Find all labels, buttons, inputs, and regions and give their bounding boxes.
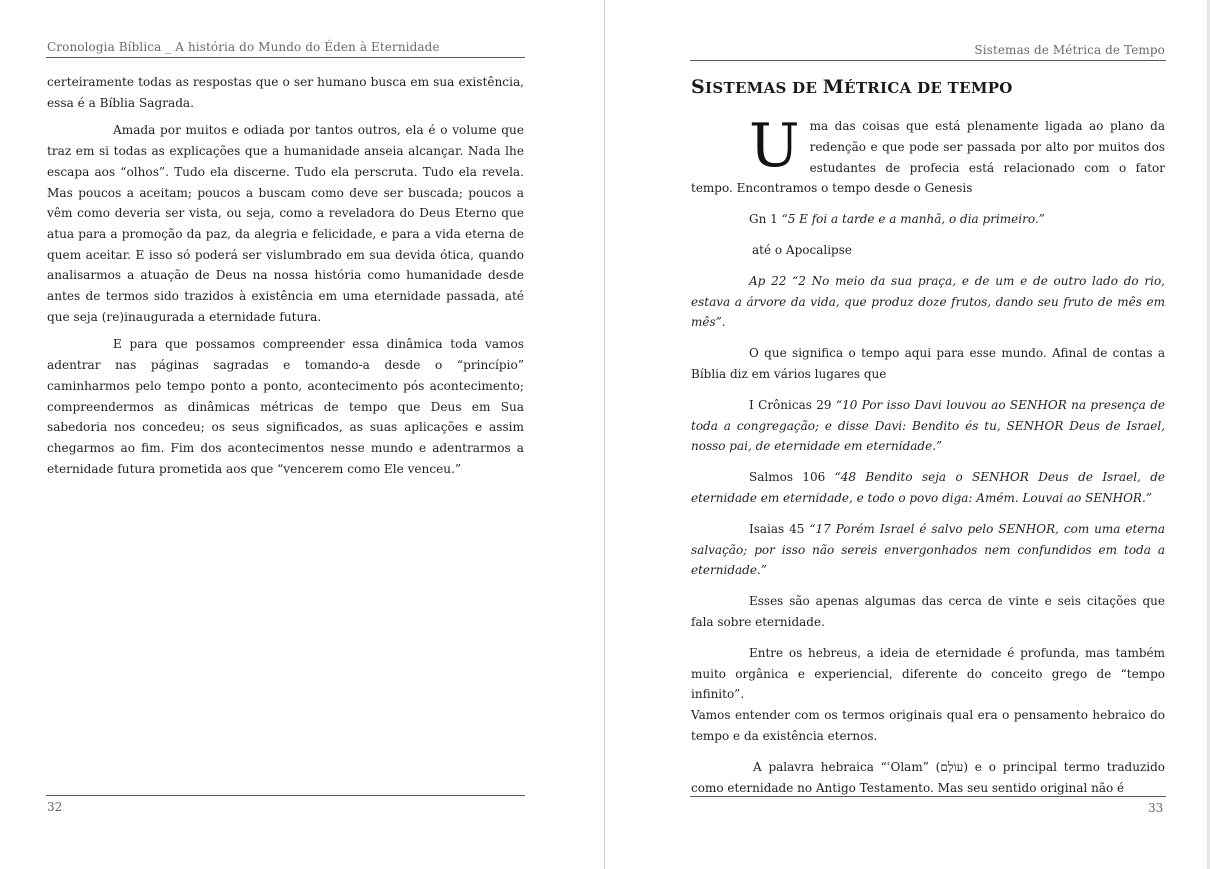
intro-text: ma das coisas que está plenamente ligada ao plano da redenção e que pode ser passada por alto por muitos dos estudantes de profecia está relacionado com o fator tempo. Encontramos o tempo desde o Genesis <box>691 119 1165 196</box>
verse-cronicas <box>691 395 1165 457</box>
header-rule-left <box>46 57 525 58</box>
paragraph: até o Apocalipse <box>752 242 852 257</box>
left-body-text <box>47 72 524 486</box>
verse-ref: Isaias 45 <box>749 521 810 536</box>
verse-salmos <box>691 467 1165 509</box>
footer-rule-left <box>46 795 525 796</box>
paragraph: Vamos entender com os termos originais qual era o pensamento hebraico do tempo e da existência eternos. <box>691 708 1165 743</box>
title-smallcaps: ISTEMAS DE <box>705 79 823 97</box>
paragraph: Esses são apenas algumas das cerca de vinte e seis citações que fala sobre eternidade. <box>691 594 1165 629</box>
paragraph: E para que possamos compreender essa dinâmica toda vamos adentrar nas páginas sagradas e tomando-a desde o “princípio” caminharmos pelo tempo ponto a ponto, acontecimento pós acontecimento; compreendermos as dinâmicas métricas de tempo que Deus em Sua sabedoria nos concedeu; os seus significados, as suas aplicações e assim chegarmos ao fim. Fim dos acontecimentos nesse mundo e adentrarmos a eternidade futura prometida aos que “vencerem como Ele venceu.” <box>47 337 524 476</box>
paragraph: O que significa o tempo aqui para esse mundo. Afinal de contas a Bíblia diz em vários lugares que <box>691 346 1165 381</box>
title-cap: S <box>691 76 706 98</box>
verse-quote: “10 Por isso Davi louvou ao SENHOR na presença de toda a congregação; e disse Davi: Bendito és tu, SENHOR Deus de Israel, nosso pai, de eternidade em eternidade.” <box>691 397 1165 454</box>
page-number-right: 33 <box>1148 801 1164 815</box>
header-rule-right <box>690 60 1166 61</box>
right-body-text <box>691 111 1166 808</box>
title-cap: M <box>822 76 845 98</box>
chapter-title <box>691 76 1165 98</box>
verse-apocalipse: Ap 22 “2 No meio da sua praça, e de um e de outro lado do rio, estava a árvore da vida, que produz doze frutos, dando seu fruto de mês em mês”. <box>691 273 1165 330</box>
verse-genesis <box>691 209 1165 230</box>
running-header-left: Cronologia Bíblica _ A história do Mundo do Éden à Eternidade <box>47 40 440 54</box>
left-page <box>0 0 604 869</box>
verse-ref: Gn 1 <box>749 212 782 227</box>
paragraph: Amada por muitos e odiada por tantos outros, ela é o volume que traz em si todas as explicações que a humanidade anseia alcançar. Nada lhe escapa aos “olhos”. Tudo ela discerne. Tudo ela perscruta. Tudo ela revela. Mas poucos a aceitam; poucos a buscam como deve ser buscada; poucos a vêm como deveria ser vista, ou seja, como a reveladora do Deus Eterno que atua para a promoção da paz, da alegria e felicidade, e para a vida eterna de quem aceitar. E isso só poderá ser vislumbrado em sua devida ótica, quando analisarmos a atuação de Deus na nossa história como humanidade desde antes de termos sido trazidos à existência em uma eternidade passada, até que seja (re)inaugurada a eternidade futura. <box>47 123 524 324</box>
footer-rule-right <box>690 796 1166 797</box>
paragraph: Entre os hebreus, a ideia de eternidade é profunda, mas também muito orgânica e experiencial, diferente do conceito grego de “tempo infinito”. <box>691 645 1165 702</box>
drop-cap: U <box>749 111 800 181</box>
verse-isaias <box>691 519 1165 581</box>
verse-ref: I Crônicas 29 <box>749 397 836 412</box>
verse-quote: “5 E foi a tarde e a manhã, o dia primeiro.” <box>781 212 1045 227</box>
verse-ref: Salmos 106 <box>749 470 835 485</box>
running-header-right: Sistemas de Métrica de Tempo <box>974 43 1165 57</box>
paragraph: certeiramente todas as respostas que o ser humano busca em sua existência, essa é a Bíblia Sagrada. <box>47 75 524 110</box>
page-number-left: 32 <box>47 800 63 814</box>
intro-paragraph <box>691 111 1165 199</box>
verse-quote: “17 Porém Israel é salvo pelo SENHOR, com uma eterna salvação; por isso não sereis envergonhados nem confundidos em toda a eternidade.” <box>691 521 1165 578</box>
paragraph: A palavra hebraica “ʿOlam” (עוֹלָם) e o principal termo traduzido como eternidade no Antigo Testamento. Mas seu sentido original não é <box>691 759 1166 795</box>
verse-quote: “48 Bendito seja o SENHOR Deus de Israel, de eternidade em eternidade, e todo o povo diga: Amém. Louvai ao SENHOR.” <box>691 470 1166 505</box>
title-smallcaps: ÉTRICA DE TEMPO <box>844 79 1013 97</box>
